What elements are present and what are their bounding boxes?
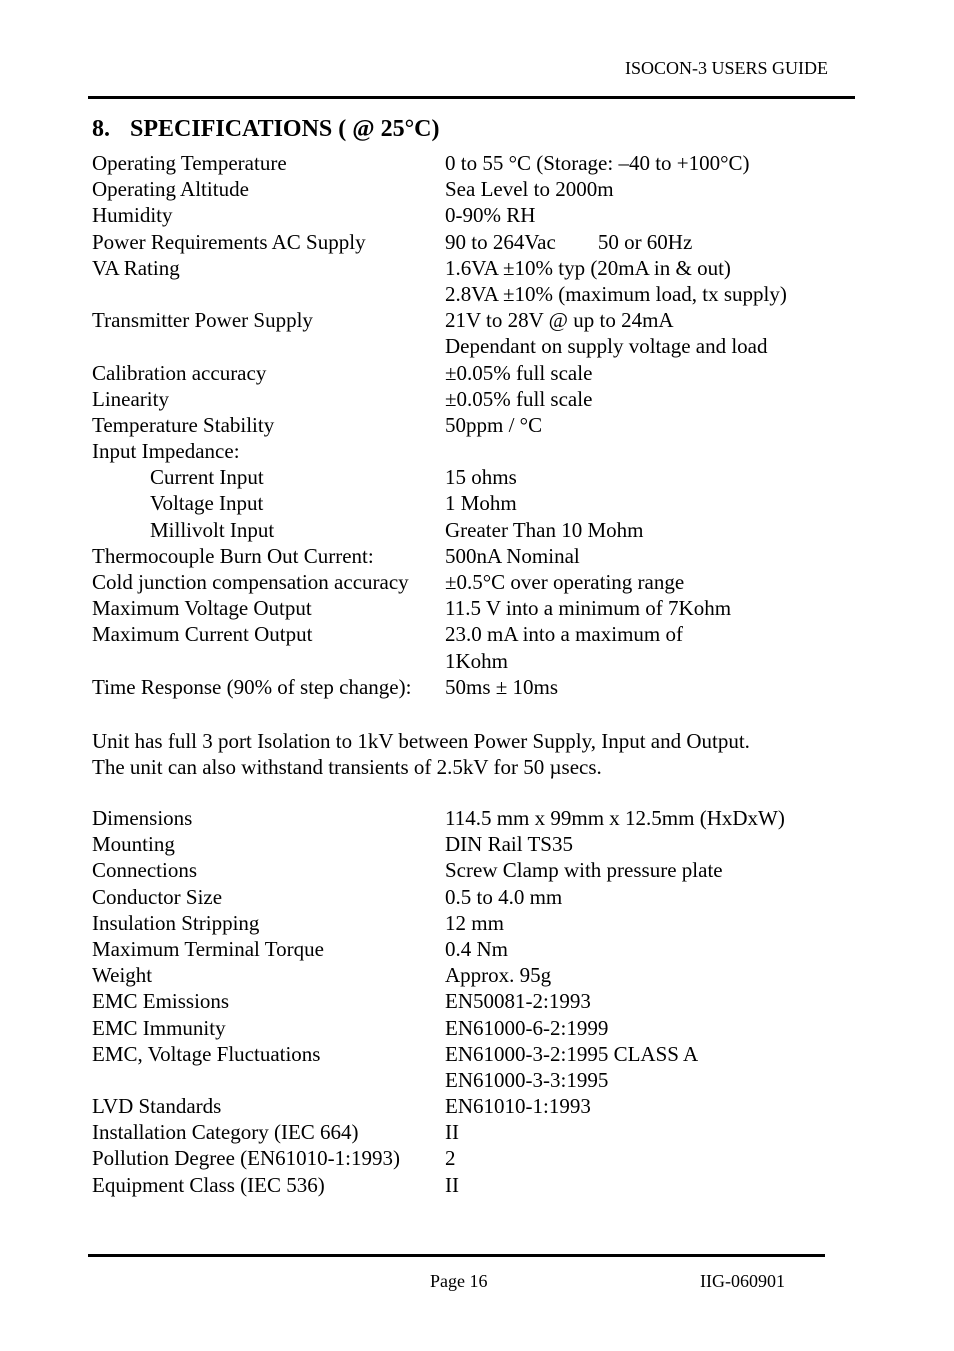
spec-value: 2.8VA ±10% (maximum load, tx supply) xyxy=(445,281,787,306)
spec-value: 0-90% RH xyxy=(445,203,536,228)
spec-row xyxy=(92,648,787,674)
spec-label: Weight xyxy=(92,963,153,988)
spec-value: EN61000-3-3:1995 xyxy=(445,1067,609,1092)
spec-label: Temperature Stability xyxy=(92,412,275,437)
spec-label: Time Response (90% of step change): xyxy=(92,674,412,699)
spec-row xyxy=(92,229,787,255)
spec-row xyxy=(92,1041,785,1067)
spec-value: Sea Level to 2000m xyxy=(445,177,614,202)
spec-row xyxy=(92,517,787,543)
spec-label: Calibration accuracy xyxy=(92,360,267,385)
spec-value: 0 to 55 °C (Storage: –40 to +100°C) xyxy=(445,151,750,175)
footer-rule xyxy=(88,1254,825,1257)
isolation-line-2: The unit can also withstand transients of 2.5kV for 50 µsecs. xyxy=(92,755,602,780)
running-header: ISOCON-3 USERS GUIDE xyxy=(624,58,828,78)
spec-value: EN61000-3-2:1995 CLASS A xyxy=(445,1041,699,1066)
spec-row xyxy=(92,307,787,333)
spec-row xyxy=(92,176,787,202)
spec-row xyxy=(92,595,787,621)
spec-row xyxy=(92,1093,785,1119)
spec-row xyxy=(92,386,787,412)
spec-label: Input Impedance: xyxy=(92,439,240,464)
spec-value: 500nA Nominal xyxy=(445,543,580,568)
spec-row xyxy=(92,281,787,307)
spec-value: EN61010-1:1993 xyxy=(445,1094,591,1119)
spec-value: EN50081-2:1993 xyxy=(445,989,591,1014)
spec-value: II xyxy=(445,1172,459,1197)
spec-value: ±0.05% full scale xyxy=(445,360,593,385)
specifications-table-electrical xyxy=(92,150,787,700)
spec-label: Voltage Input xyxy=(150,491,264,516)
spec-row xyxy=(92,255,787,281)
spec-label: Installation Category (IEC 664) xyxy=(92,1120,359,1145)
isolation-paragraph xyxy=(92,728,750,780)
spec-row xyxy=(92,464,787,490)
section-title: SPECIFICATIONS ( @ 25°C) xyxy=(130,116,440,142)
spec-value: 0.5 to 4.0 mm xyxy=(445,884,563,909)
spec-value: 2 xyxy=(445,1146,456,1171)
spec-value: 114.5 mm x 99mm x 12.5mm (HxDxW) xyxy=(445,806,785,830)
spec-value: 12 mm xyxy=(445,910,504,935)
spec-label: VA Rating xyxy=(92,255,180,280)
spec-value: 50ms ± 10ms xyxy=(445,674,559,699)
spec-row xyxy=(92,910,785,936)
spec-label: Transmitter Power Supply xyxy=(92,308,313,333)
section-number: 8. xyxy=(92,116,110,142)
spec-row xyxy=(92,202,787,228)
spec-value: Approx. 95g xyxy=(445,963,552,988)
spec-row xyxy=(92,333,787,359)
spec-value: 1Kohm xyxy=(445,648,508,673)
spec-row xyxy=(92,857,785,883)
spec-value: 21V to 28V @ up to 24mA xyxy=(445,308,674,333)
spec-row xyxy=(92,936,785,962)
spec-row xyxy=(92,1067,785,1093)
spec-value: 90 to 264Vac 50 or 60Hz xyxy=(445,229,693,254)
spec-label: Current Input xyxy=(150,465,264,490)
spec-label: Millivolt Input xyxy=(150,517,275,542)
spec-label: Conductor Size xyxy=(92,884,223,909)
spec-value: Greater Than 10 Mohm xyxy=(445,517,644,542)
spec-value: 11.5 V into a minimum of 7Kohm xyxy=(445,596,732,621)
spec-label: Mounting xyxy=(92,832,175,857)
spec-label: Humidity xyxy=(92,203,173,228)
spec-row xyxy=(92,360,787,386)
document-id: IIG-060901 xyxy=(700,1271,785,1291)
spec-value: ±0.05% full scale xyxy=(445,386,593,411)
spec-value: 23.0 mA into a maximum of xyxy=(445,622,683,647)
spec-row xyxy=(92,884,785,910)
spec-label: Operating Altitude xyxy=(92,177,249,202)
isolation-line-1: Unit has full 3 port Isolation to 1kV between Power Supply, Input and Output. xyxy=(92,729,750,753)
spec-label: EMC, Voltage Fluctuations xyxy=(92,1041,321,1066)
spec-label: Thermocouple Burn Out Current: xyxy=(92,543,374,568)
spec-row xyxy=(92,805,785,831)
spec-label: Linearity xyxy=(92,386,169,411)
spec-value: 15 ohms xyxy=(445,465,517,490)
spec-value: 0.4 Nm xyxy=(445,936,508,961)
spec-value: EN61000-6-2:1999 xyxy=(445,1015,609,1040)
spec-value: Dependant on supply voltage and load xyxy=(445,334,768,359)
spec-row xyxy=(92,569,787,595)
spec-label: Power Requirements AC Supply xyxy=(92,229,366,254)
spec-label: Maximum Terminal Torque xyxy=(92,936,324,961)
spec-label: Maximum Current Output xyxy=(92,622,313,647)
spec-label: Dimensions xyxy=(92,806,193,830)
spec-label: Pollution Degree (EN61010-1:1993) xyxy=(92,1146,400,1171)
spec-row xyxy=(92,412,787,438)
spec-label: Equipment Class (IEC 536) xyxy=(92,1172,325,1197)
spec-row xyxy=(92,621,787,647)
spec-label: Insulation Stripping xyxy=(92,910,260,935)
spec-value: 1.6VA ±10% typ (20mA in & out) xyxy=(445,255,731,280)
spec-label xyxy=(92,333,445,359)
spec-row xyxy=(92,1119,785,1145)
spec-row xyxy=(92,831,785,857)
spec-row xyxy=(92,490,787,516)
spec-value: 1 Mohm xyxy=(445,491,517,516)
spec-label: LVD Standards xyxy=(92,1094,222,1119)
spec-label: Operating Temperature xyxy=(92,151,287,175)
spec-value: II xyxy=(445,1120,459,1145)
spec-value: DIN Rail TS35 xyxy=(445,832,573,857)
spec-label: EMC Immunity xyxy=(92,1015,226,1040)
spec-row xyxy=(92,674,787,700)
spec-value: ±0.5°C over operating range xyxy=(445,570,685,594)
spec-label: Maximum Voltage Output xyxy=(92,596,312,621)
specifications-table-mechanical xyxy=(92,805,785,1198)
spec-row xyxy=(92,150,787,176)
spec-label xyxy=(92,648,445,674)
spec-label xyxy=(92,1067,445,1093)
spec-label xyxy=(92,281,445,307)
spec-label: EMC Emissions xyxy=(92,989,230,1014)
spec-value: Screw Clamp with pressure plate xyxy=(445,858,723,883)
spec-label: Cold junction compensation accuracy xyxy=(92,570,409,594)
spec-row xyxy=(92,1172,785,1198)
spec-row xyxy=(92,1145,785,1171)
spec-row xyxy=(92,1015,785,1041)
spec-value: 50ppm / °C xyxy=(445,412,543,437)
header-rule xyxy=(88,96,855,99)
spec-row xyxy=(92,438,787,464)
spec-row xyxy=(92,543,787,569)
page-number: Page 16 xyxy=(430,1271,488,1291)
spec-row xyxy=(92,988,785,1014)
spec-row xyxy=(92,962,785,988)
section-heading xyxy=(92,116,440,143)
spec-label: Connections xyxy=(92,858,197,883)
